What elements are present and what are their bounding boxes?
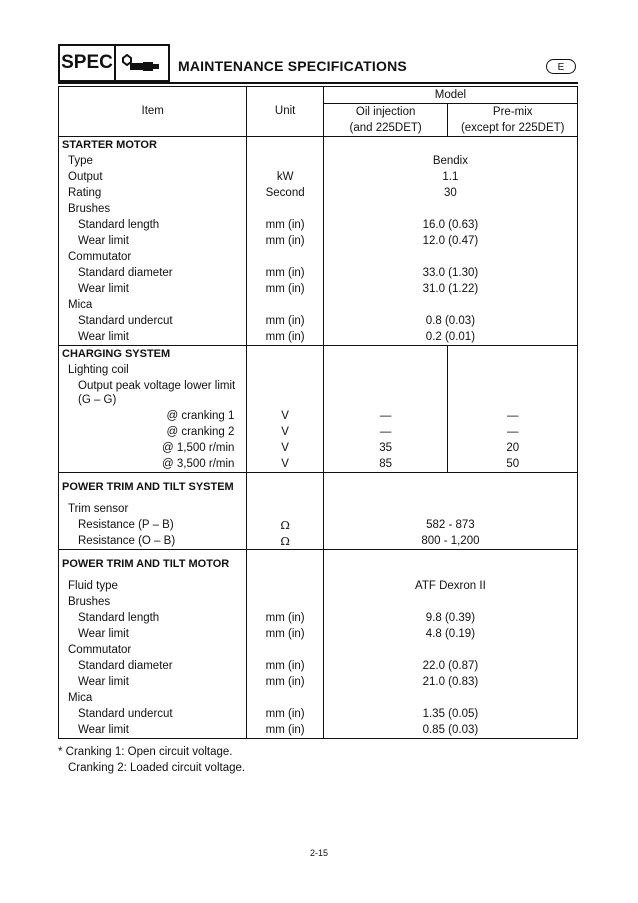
unit-cell: mm (in) <box>247 610 323 626</box>
unit-cell: mm (in) <box>247 674 323 690</box>
table-row <box>59 265 578 281</box>
header-oil-injection-sub: (and 225DET) <box>323 120 448 137</box>
section-title: CHARGING SYSTEM <box>59 346 247 363</box>
item-label: Commutator <box>59 642 247 658</box>
table-row <box>59 233 578 249</box>
value-cell: 4.8 (0.19) <box>323 626 577 642</box>
value-cell: 22.0 (0.87) <box>323 658 577 674</box>
tool-icon-box <box>114 44 170 82</box>
unit-cell: V <box>247 424 323 440</box>
item-label: Wear limit <box>59 674 247 690</box>
item-label: Resistance (O – B) <box>59 533 247 550</box>
table-row <box>59 362 578 378</box>
unit-cell: V <box>247 456 323 473</box>
item-label: Brushes <box>59 594 247 610</box>
item-label: @ cranking 2 <box>59 424 247 440</box>
table-row <box>59 408 578 424</box>
footnote-line-1: * Cranking 1: Open circuit voltage. <box>58 746 233 758</box>
table-row <box>59 201 578 217</box>
value-cell: 50 <box>448 456 578 473</box>
spec-label: SPEC <box>58 44 116 82</box>
table-row <box>59 313 578 329</box>
value-cell: 30 <box>323 185 577 201</box>
item-label: Standard diameter <box>59 658 247 674</box>
table-row <box>59 297 578 313</box>
table-row <box>59 610 578 626</box>
header-model: Model <box>323 87 577 104</box>
value-cell: — <box>448 408 578 424</box>
value-cell: 0.85 (0.03) <box>323 722 577 739</box>
value-cell: 31.0 (1.22) <box>323 281 577 297</box>
item-label: Brushes <box>59 201 247 217</box>
item-label: @ 3,500 r/min <box>59 456 247 473</box>
table-row <box>59 329 578 346</box>
table-row <box>59 169 578 185</box>
unit-cell: mm (in) <box>247 329 323 346</box>
unit-cell: kW <box>247 169 323 185</box>
footnote-line-2: Cranking 2: Loaded circuit voltage. <box>68 762 246 774</box>
section-title: STARTER MOTOR <box>59 137 247 154</box>
value-cell: 582 - 873 <box>323 517 577 533</box>
section-title: POWER TRIM AND TILT MOTOR <box>59 550 247 579</box>
item-label: Wear limit <box>59 626 247 642</box>
page-number: 2-15 <box>309 848 328 858</box>
value-cell: 1.35 (0.05) <box>323 706 577 722</box>
table-row <box>59 137 578 154</box>
value-cell: 35 <box>323 440 448 456</box>
item-label: Trim sensor <box>59 501 247 517</box>
table-row <box>59 153 578 169</box>
page-title: MAINTENANCE SPECIFICATIONS <box>178 58 407 74</box>
header-premix-sub: (except for 225DET) <box>448 120 578 137</box>
table-row <box>59 249 578 265</box>
unit-cell: Second <box>247 185 323 201</box>
section-title: POWER TRIM AND TILT SYSTEM <box>59 473 247 502</box>
value-cell: 12.0 (0.47) <box>323 233 577 249</box>
unit-cell: mm (in) <box>247 722 323 739</box>
table-row <box>59 533 578 550</box>
item-label: Mica <box>59 297 247 313</box>
unit-cell: mm (in) <box>247 281 323 297</box>
value-cell: ATF Dexron II <box>323 578 577 594</box>
unit-cell: Ω <box>247 533 323 550</box>
table-row <box>59 456 578 473</box>
page-header <box>58 44 578 84</box>
value-cell: Bendix <box>323 153 577 169</box>
item-label: Standard diameter <box>59 265 247 281</box>
item-label: Lighting coil <box>59 362 247 378</box>
table-row <box>59 578 578 594</box>
unit-cell <box>247 578 323 594</box>
value-cell: 800 - 1,200 <box>323 533 577 550</box>
unit-cell: mm (in) <box>247 265 323 281</box>
unit-cell: mm (in) <box>247 658 323 674</box>
unit-cell: mm (in) <box>247 626 323 642</box>
table-row <box>59 706 578 722</box>
unit-cell: Ω <box>247 517 323 533</box>
table-row <box>59 501 578 517</box>
unit-cell: V <box>247 408 323 424</box>
item-label: Type <box>59 153 247 169</box>
footnote <box>58 744 245 776</box>
item-label: Wear limit <box>59 722 247 739</box>
table-row <box>59 642 578 658</box>
value-cell: — <box>448 424 578 440</box>
header-premix: Pre-mix <box>448 104 578 121</box>
table-row <box>59 626 578 642</box>
value-cell: 0.2 (0.01) <box>323 329 577 346</box>
item-label: @ cranking 1 <box>59 408 247 424</box>
table-row <box>59 378 578 408</box>
value-cell: 9.8 (0.39) <box>323 610 577 626</box>
item-label: Fluid type <box>59 578 247 594</box>
item-label: Standard undercut <box>59 313 247 329</box>
item-label: Output <box>59 169 247 185</box>
item-label: Standard undercut <box>59 706 247 722</box>
language-badge: E <box>546 59 576 74</box>
table-row <box>59 185 578 201</box>
value-cell: 20 <box>448 440 578 456</box>
header-rule <box>58 82 578 84</box>
item-label: Output peak voltage lower limit (G – G) <box>59 378 247 408</box>
value-cell: 21.0 (0.83) <box>323 674 577 690</box>
header-oil-injection: Oil injection <box>323 104 448 121</box>
table-row <box>59 658 578 674</box>
value-cell: — <box>323 424 448 440</box>
item-label: @ 1,500 r/min <box>59 440 247 456</box>
maintenance-spec-table <box>58 86 578 739</box>
item-label: Mica <box>59 690 247 706</box>
value-cell: 16.0 (0.63) <box>323 217 577 233</box>
table-row <box>59 440 578 456</box>
table-row <box>59 690 578 706</box>
unit-cell: mm (in) <box>247 313 323 329</box>
item-label: Rating <box>59 185 247 201</box>
unit-cell: mm (in) <box>247 217 323 233</box>
unit-cell: V <box>247 440 323 456</box>
item-label: Standard length <box>59 610 247 626</box>
table-header-row <box>59 87 578 104</box>
unit-cell: mm (in) <box>247 706 323 722</box>
value-cell: 85 <box>323 456 448 473</box>
table-row <box>59 424 578 440</box>
item-label: Wear limit <box>59 329 247 346</box>
value-cell: — <box>323 408 448 424</box>
table-row <box>59 346 578 363</box>
item-label: Wear limit <box>59 233 247 249</box>
table-row <box>59 281 578 297</box>
header-item: Item <box>59 87 247 137</box>
header-unit: Unit <box>247 87 323 137</box>
unit-cell <box>247 153 323 169</box>
value-cell: 1.1 <box>323 169 577 185</box>
table-row <box>59 594 578 610</box>
table-row <box>59 550 578 579</box>
item-label: Standard length <box>59 217 247 233</box>
item-label: Wear limit <box>59 281 247 297</box>
table-row <box>59 473 578 502</box>
value-cell: 0.8 (0.03) <box>323 313 577 329</box>
table-row <box>59 217 578 233</box>
item-label: Resistance (P – B) <box>59 517 247 533</box>
table-row <box>59 674 578 690</box>
table-row <box>59 517 578 533</box>
table-row <box>59 722 578 739</box>
value-cell: 33.0 (1.30) <box>323 265 577 281</box>
unit-cell: mm (in) <box>247 233 323 249</box>
spanner-tool-icon <box>121 54 161 76</box>
item-label: Commutator <box>59 249 247 265</box>
